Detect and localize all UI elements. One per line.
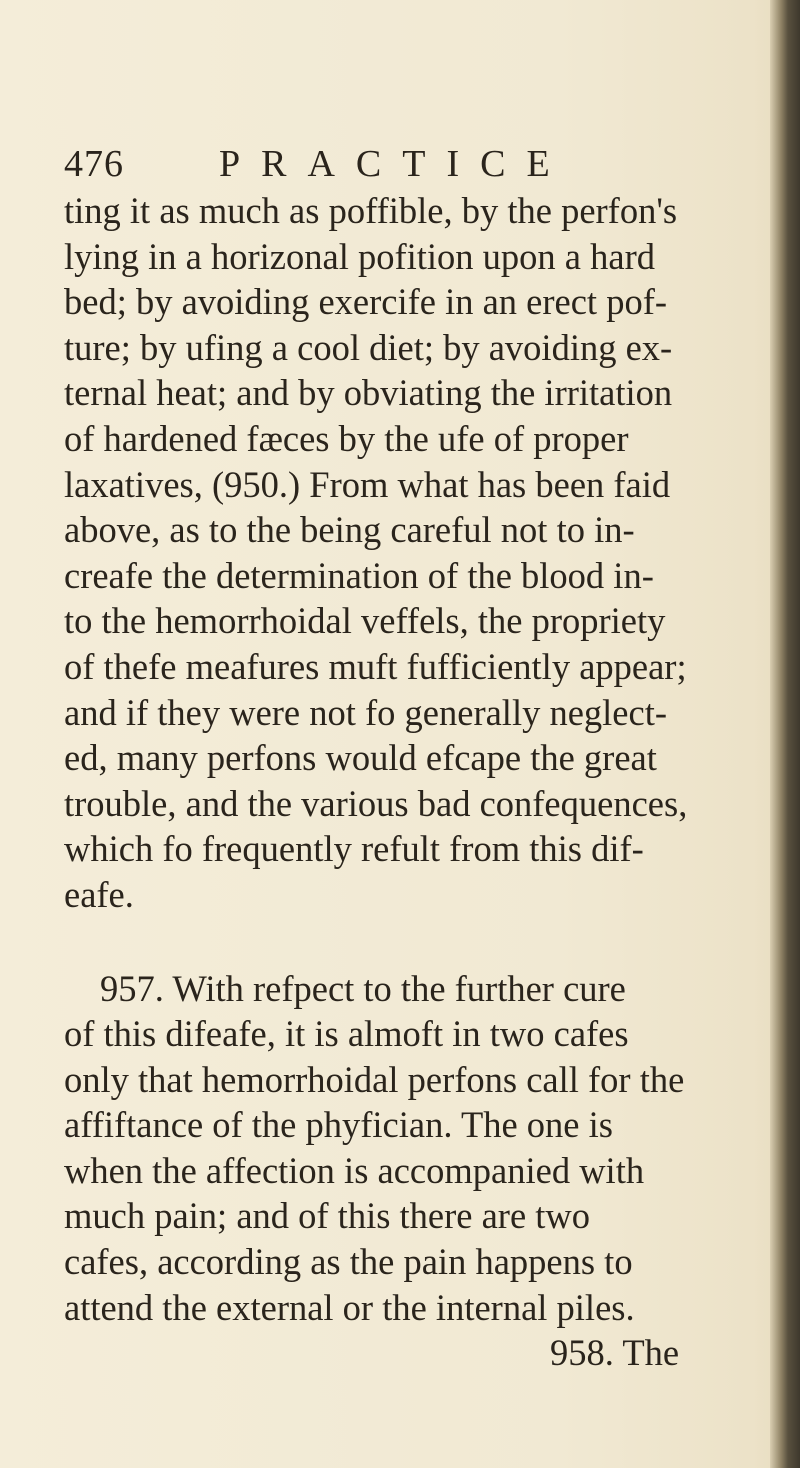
text-line: bed; by avoiding exercife in an erect pof- (64, 281, 667, 323)
page-binding-edge (770, 0, 800, 1468)
text-line: lying in a horizonal pofition upon a hard (64, 235, 655, 277)
text-line: of thefe meafures muft fufficiently appear; (64, 645, 687, 687)
text-line: of this difeafe, it is almoft in two cafes (64, 1013, 629, 1055)
text-line: and if they were not fo generally neglect- (64, 691, 667, 733)
text-line: much pain; and of this there are two (64, 1195, 591, 1237)
text-line: ternal heat; and by obviating the irritation (64, 372, 673, 414)
text-line: attend the external or the internal piles. (64, 1286, 635, 1328)
text-line: ting it as much as poffible, by the perfon's (64, 190, 678, 231)
catchword: 958. The (550, 1332, 680, 1374)
text-line: cafes, according as the pain happens to (64, 1241, 633, 1283)
text-line: affiftance of the phyfician. The one is (64, 1104, 613, 1146)
text-line: creafe the determination of the blood in- (64, 554, 654, 596)
running-head: PRACTICE (219, 143, 571, 185)
text-line: which fo frequently refult from this dif- (64, 828, 644, 870)
page-header (64, 138, 724, 190)
text-line: only that hemorrhoidal perfons call for the (64, 1058, 685, 1100)
text-line: to the hemorrhoidal veffels, the propriety (64, 600, 666, 642)
text-line: when the affection is accompanied with (64, 1149, 645, 1191)
text-line: ed, many perfons would efcape the great (64, 737, 657, 779)
paragraph-start-line: 957. With refpect to the further cure (100, 967, 626, 1009)
page-number: 476 (64, 143, 124, 185)
paragraph-spacer (64, 918, 724, 966)
text-line: trouble, and the various bad confequences, (64, 782, 688, 824)
text-line: eafe. (64, 873, 134, 915)
text-line: of hardened fæces by the ufe of proper (64, 417, 629, 459)
text-line: above, as to the being careful not to in- (64, 509, 635, 551)
text-line: laxatives, (950.) From what has been faid (64, 463, 671, 505)
body-text (64, 188, 724, 1376)
text-line: ture; by ufing a cool diet; by avoiding ex- (64, 326, 673, 368)
